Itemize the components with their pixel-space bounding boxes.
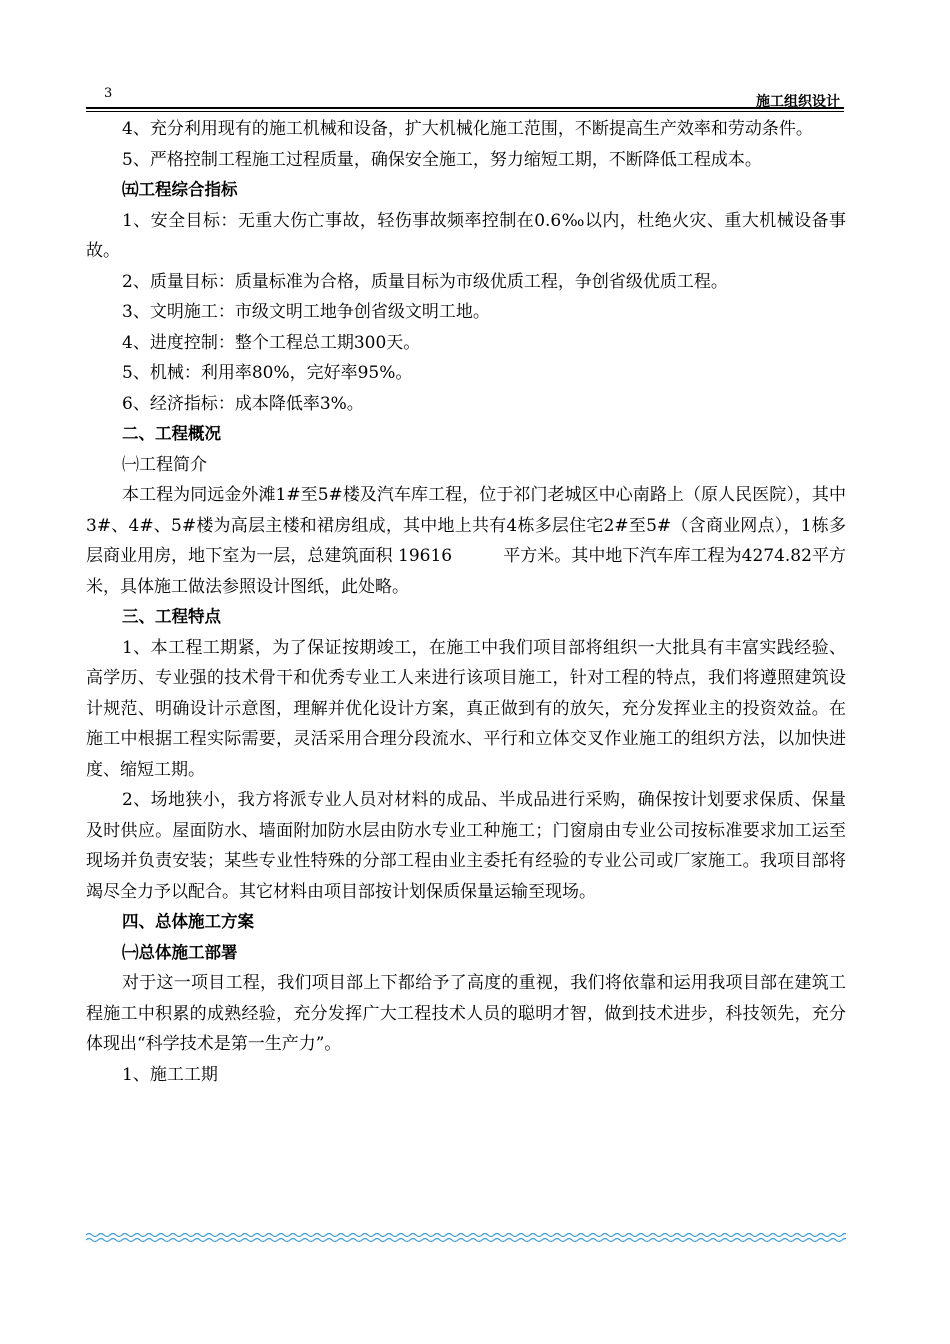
section-heading: 四、总体施工方案 [122, 912, 254, 931]
paragraph: 2、质量目标：质量标准为合格，质量目标为市级优质工程，争创省级优质工程。 [122, 271, 728, 292]
paragraph: 1、施工工期 [122, 1064, 218, 1085]
footer-wave-decoration [86, 1230, 846, 1244]
paragraph: 1、安全目标：无重大伤亡事故，轻伤事故频率控制在0.6‰以内，杜绝火灾、重大机械设备事故。 [86, 210, 846, 261]
paragraph: 4、充分利用现有的施工机械和设备，扩大机械化施工范围，不断提高生产效率和劳动条件。 [122, 119, 813, 139]
paragraph: 本工程为同远金外滩1#至5#楼及汽车库工程，位于祁门老城区中心南路上（原人民医院），其中3#、4#、5#楼为高层主楼和裙房组成，其中地上共有4栋多层住宅2#至5#（含商业网点），1栋多层商业用房，地下室为一层，总建筑面积 19616 平方米。其中地下汽车库工程为4274.82平方米，具体施工做法参照设计图纸，此处略。 [86, 485, 846, 597]
subheading: ㈠总体施工部署 [122, 942, 238, 962]
header-rule-thin [86, 111, 844, 112]
paragraph: 4、进度控制：整个工程总工期300天。 [122, 332, 421, 353]
paragraph: 对于这一项目工程，我们项目部上下都给予了高度的重视，我们将依靠和运用我项目部在建筑工程施工中积累的成熟经验，充分发挥广大工程技术人员的聪明才智，做到技术进步，科技领先，充分体现出“科学技术是第一生产力”。 [86, 973, 846, 1054]
paragraph: 3、文明施工：市级文明工地争创省级文明工地。 [122, 302, 490, 322]
page-number: 3 [104, 86, 113, 101]
paragraph: 2、场地狭小，我方将派专业人员对材料的成品、半成品进行采购，确保按计划要求保质、保量及时供应。屋面防水、墙面附加防水层由防水专业工种施工；门窗扇由专业公司按标准要求加工运至现场并负责安装；某些专业性特殊的分部工程由业主委托有经验的专业公司或厂家施工。我项目部将竭尽全力予以配合。其它材料由项目部按计划保质保量运输至现场。 [86, 790, 846, 902]
document-body [86, 114, 846, 1090]
paragraph: 5、严格控制工程施工过程质量，确保安全施工，努力缩短工期，不断降低工程成本。 [122, 149, 762, 170]
paragraph: 6、经济指标：成本降低率3%。 [122, 393, 364, 414]
header-rule-thick [86, 107, 844, 109]
paragraph: 1、本工程工期紧，为了保证按期竣工，在施工中我们项目部将组织一大批具有丰富实践经验、高学历、专业强的技术骨干和优秀专业工人来进行该项目施工，针对工程的特点，我们将遵照建筑设计规范、明确设计示意图，理解并优化设计方案，真正做到有的放矢，充分发挥业主的投资效益。在施工中根据工程实际需要，灵活采用合理分段流水、平行和立体交叉作业施工的组织方法，以加快进度、缩短工期。 [86, 637, 846, 780]
section-heading: 二、工程概况 [122, 424, 221, 443]
page-header [86, 86, 844, 110]
header-title: 施工组织设计 [756, 94, 840, 110]
paragraph: 5、机械：利用率80%，完好率95%。 [122, 363, 413, 383]
subheading: ㈠工程简介 [122, 454, 207, 475]
section-heading: 三、工程特点 [122, 607, 221, 626]
subheading: ㈤工程综合指标 [122, 180, 238, 199]
